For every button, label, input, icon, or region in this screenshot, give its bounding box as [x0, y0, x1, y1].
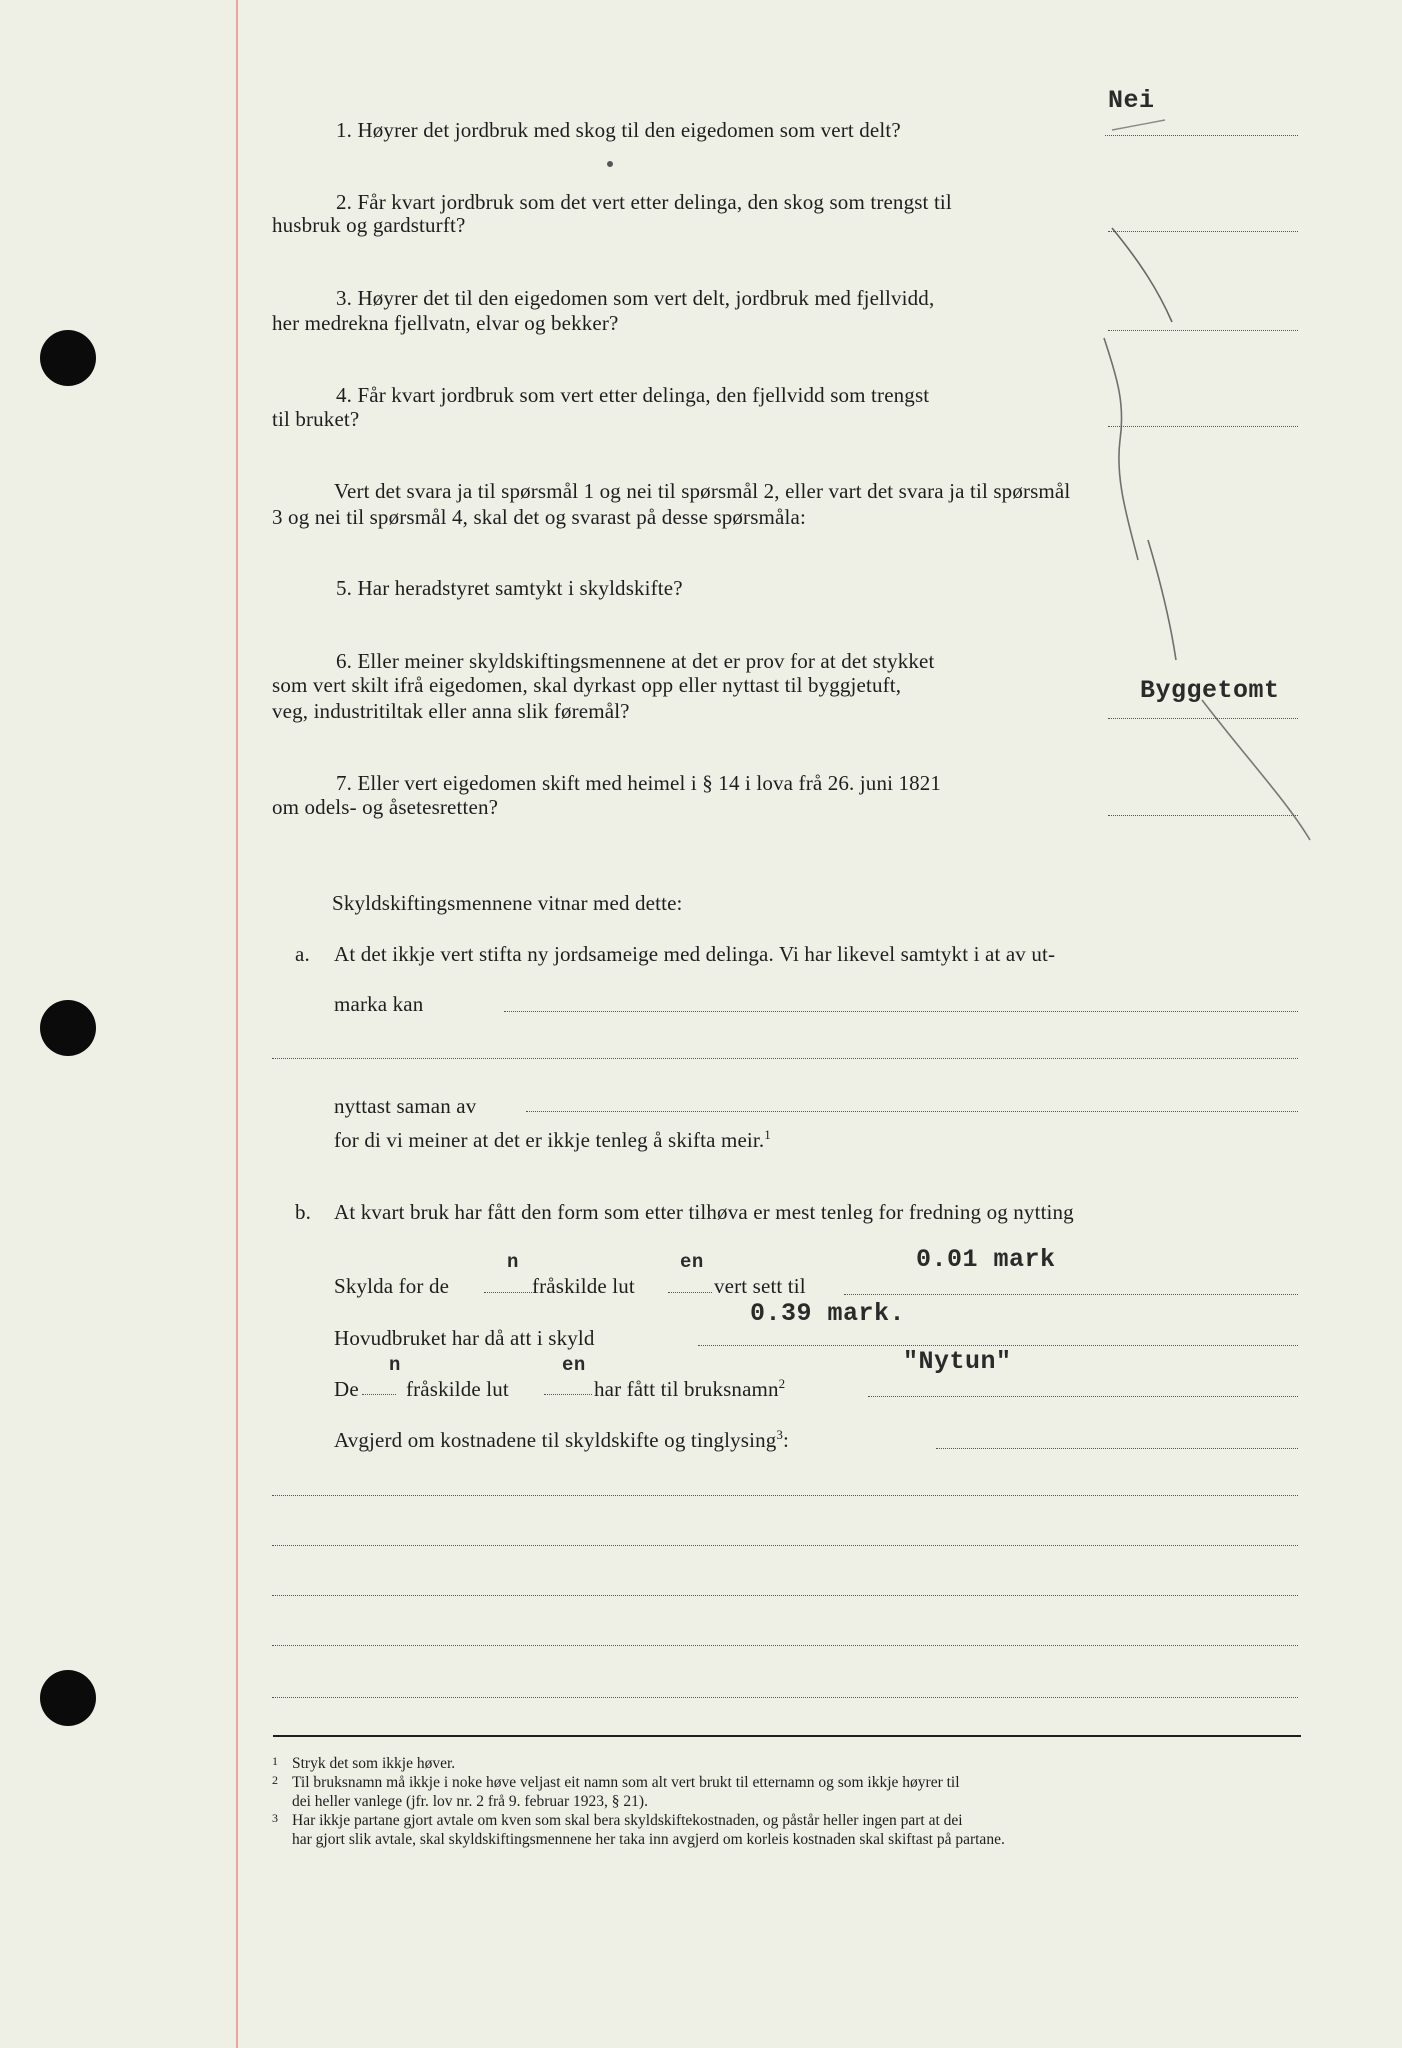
question-3-line-2: her medrekna fjellvatn, elvar og bekker?: [272, 311, 619, 335]
item-a-line-3: nyttast saman av: [334, 1094, 477, 1118]
typed-suffix: n: [389, 1354, 401, 1376]
handwritten-answer-q1: Nei: [1108, 86, 1155, 115]
question-5: 5. Har heradstyret samtykt i skyldskifte?: [336, 576, 683, 600]
witness-intro: Skyldskiftingsmennene vitnar med dette:: [332, 891, 683, 915]
question-7-line-1: 7. Eller vert eigedomen skift med heimel i § 14 i lova frå 26. juni 1821: [336, 771, 942, 795]
footnote-marker: 2: [272, 1773, 278, 1787]
footnote-marker: 1: [272, 1754, 278, 1768]
footnote-2-line-2: dei heller vanlege (jfr. lov nr. 2 frå 9. februar 1923, § 21).: [292, 1793, 648, 1810]
footnote-ref: 2: [778, 1376, 786, 1391]
typed-value-main-farm: 0.39 mark.: [750, 1299, 906, 1328]
question-4-line-2: til bruket?: [272, 407, 360, 431]
question-1: 1. Høyrer det jordbruk med skog til den eigedomen som vert delt?: [336, 118, 901, 142]
question-6-line-1: 6. Eller meiner skyldskiftingsmennene at det er prov for at det stykket: [336, 649, 935, 673]
footnote-ref: 1: [764, 1127, 771, 1142]
typed-suffix: en: [562, 1354, 586, 1376]
item-a-line-2: marka kan: [334, 992, 424, 1016]
skyld-row-3-label-b: fråskilde lut: [406, 1377, 509, 1401]
skyld-row-1-label-b: fråskilde lut: [532, 1274, 635, 1298]
skyld-row-1-label-a: Skylda for de: [334, 1274, 450, 1298]
typed-value-skyld: 0.01 mark: [916, 1245, 1056, 1274]
typed-value-farm-name: "Nytun": [903, 1347, 1012, 1376]
footnote-2-line-1: Til bruksnamn må ikkje i noke høve veljast eit namn som alt vert brukt til etternamn og som ikkje høyrer til: [292, 1774, 960, 1791]
footnote-marker: 3: [272, 1811, 278, 1825]
footnote-3-line-1: Har ikkje partane gjort avtale om kven som skal bera skyldskiftekostnaden, og påstår heller ingen part at dei: [292, 1812, 963, 1829]
typed-suffix: n: [507, 1251, 519, 1273]
typed-suffix: en: [680, 1251, 704, 1273]
question-6-line-3: veg, industritiltak eller anna slik føremål?: [272, 699, 630, 723]
item-a-marker: a.: [295, 942, 310, 966]
item-a-line-1: At det ikkje vert stifta ny jordsameige med delinga. Vi har likevel samtykt i at av ut-: [334, 942, 1056, 966]
condition-line-2: 3 og nei til spørsmål 4, skal det og svarast på desse spørsmåla:: [272, 505, 806, 529]
question-7-line-2: om odels- og åsetesretten?: [272, 795, 499, 819]
item-a-line-4: for di vi meiner at det er ikkje tenleg å skifta meir.$^1$: [334, 1127, 771, 1152]
item-b-line-1: At kvart bruk har fått den form som etter tilhøva er mest tenleg for fredning og nytting: [334, 1200, 1074, 1224]
item-b-marker: b.: [295, 1200, 312, 1224]
skyld-row-4-label: Avgjerd om kostnadene til skyldskifte og tinglysing$^3$:: [334, 1427, 790, 1452]
skyld-row-3-label-c: har fått til bruksnamn$^2$: [594, 1376, 786, 1401]
question-2-line-1: 2. Får kvart jordbruk som det vert etter delinga, den skog som trengst til: [336, 190, 952, 214]
question-2-line-2: husbruk og gardsturft?: [272, 213, 466, 237]
question-3-line-1: 3. Høyrer det til den eigedomen som vert delt, jordbruk med fjellvidd,: [336, 286, 935, 310]
footnote-1: Stryk det som ikkje høver.: [292, 1755, 456, 1772]
footnote-3-line-2: har gjort slik avtale, skal skyldskiftingsmennene her taka inn avgjerd om korleis kostnaden skal skiftast på partane.: [292, 1831, 1005, 1848]
skyld-row-2-label: Hovudbruket har då att i skyld: [334, 1326, 595, 1350]
skyld-row-3-label-a: De: [334, 1377, 359, 1401]
condition-line-1: Vert det svara ja til spørsmål 1 og nei til spørsmål 2, eller vart det svara ja til spørsmål: [334, 479, 1071, 503]
skyld-row-1-label-c: vert sett til: [714, 1274, 806, 1298]
question-6-line-2: som vert skilt ifrå eigedomen, skal dyrkast opp eller nyttast til byggjetuft,: [272, 673, 902, 697]
footnote-ref: 3: [776, 1427, 784, 1442]
question-4-line-1: 4. Får kvart jordbruk som vert etter delinga, den fjellvidd som trengst: [336, 383, 930, 407]
typed-answer-q6: Byggetomt: [1140, 676, 1280, 705]
